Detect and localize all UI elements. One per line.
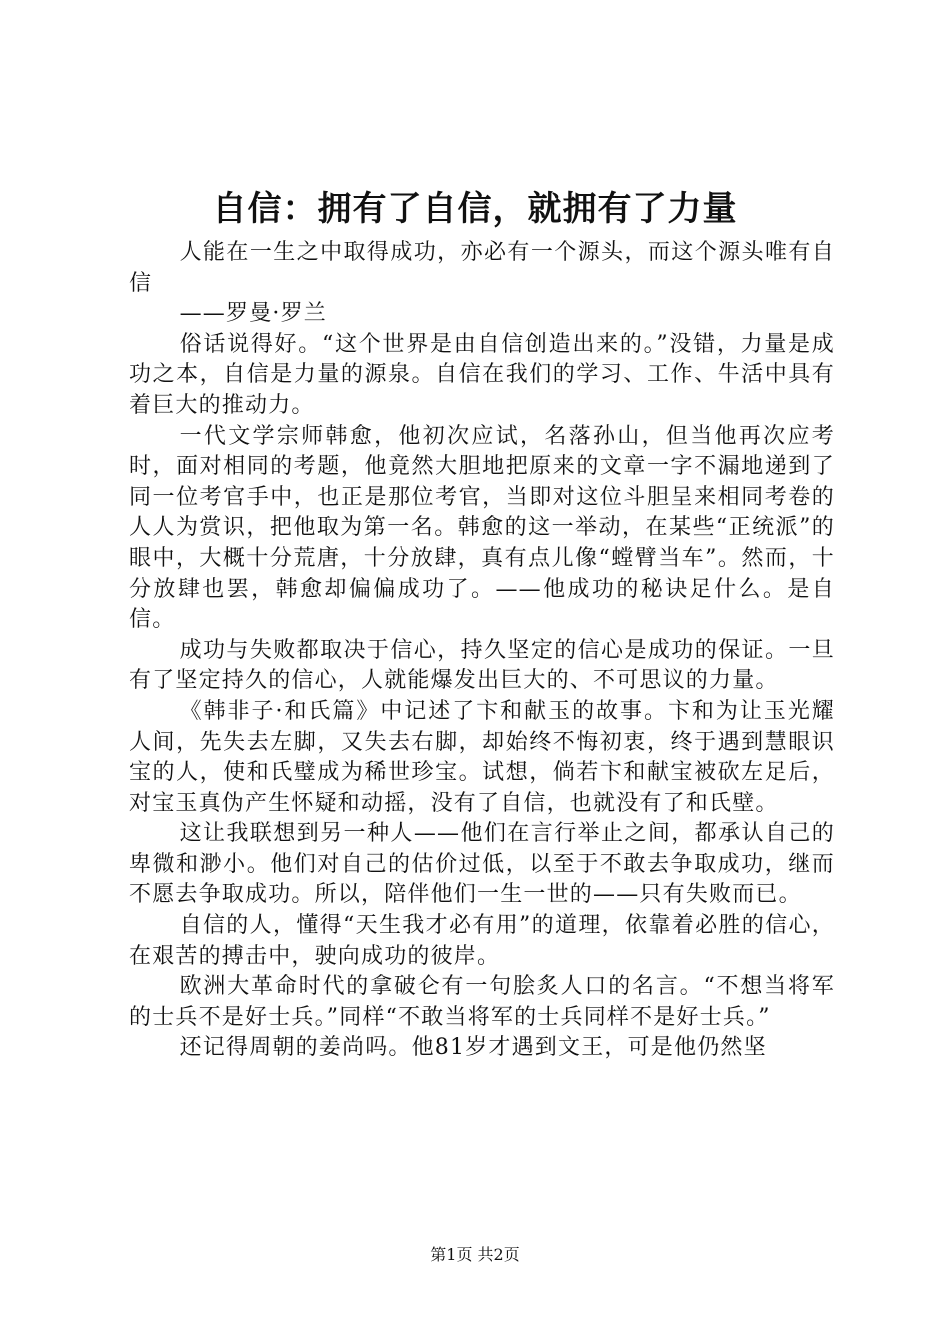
epigraph: 人能在一生之中取得成功，亦必有一个源头，而这个源头唯有自信 (129, 240, 835, 296)
document-body (129, 238, 835, 1064)
body-paragraph: 成功与失败都取决于信心，持久坚定的信心是成功的保证。一旦有了坚定持久的信心，人就能爆发出巨大的、不可思议的力量。 (129, 637, 835, 694)
body-paragraph: 自信的人，懂得“天生我才必有用”的道理，依靠着必胜的信心，在艰苦的搏击中，驶向成功的彼岸。 (129, 913, 835, 969)
body-paragraph: 一代文学宗师韩愈，他初次应试，名落孙山，但当他再次应考时，面对相同的考题，他竟然大胆地把原来的文章一字不漏地递到了同一位考官手中，也正是那位考官，当即对这位斗胆呈来相同考卷的人人为赏识，把他取为第一名。韩愈的这一举动，在某些“正统派”的眼中，大概十分荒唐，十分放肆，真有点儿像“螳臂当车”。然而，十分放肆也罢，韩愈却偏偏成功了。——他成功的秘诀足什么。是自信。 (129, 423, 835, 633)
body-paragraph: 俗话说得好。“这个世界是由自信创造出来的。”没错，力量是成功之本，自信是力量的源泉。自信在我们的学习、工作、牛活中具有着巨大的推动力。 (129, 331, 835, 418)
body-paragraph: 欧洲大革命时代的拿破仑有一句脍炙人口的名言。“不想当将军的士兵不是好士兵。”同样“不敢当将军的士兵同样不是好士兵。” (129, 974, 835, 1030)
body-paragraph: 《韩非子·和氏篇》中记述了卞和献玉的故事。卞和为让玉光耀人间，先失去左脚，又失去右脚，却始终不悔初衷，终于遇到慧眼识宝的人，使和氏璧成为稀世珍宝。试想，倘若卞和献宝被砍左足后，对宝玉真伪产生怀疑和动摇，没有了自信，也就没有了和氏壁。 (129, 698, 835, 816)
epigraph-attribution: ——罗曼·罗兰 (179, 301, 327, 327)
body-paragraph: 还记得周朝的姜尚吗。他81岁才遇到文王，可是他仍然坚 (179, 1035, 767, 1061)
page-indicator: 第1页 共2页 (430, 1245, 520, 1264)
document-title: 自信：拥有了自信，就拥有了力量 (212, 189, 738, 229)
body-paragraph: 这让我联想到另一种人——他们在言行举止之间，都承认自己的卑微和渺小。他们对自己的估价过低，以至于不敢去争取成功，继而不愿去争取成功。所以，陪伴他们一生一世的——只有失败而已。 (129, 821, 835, 908)
